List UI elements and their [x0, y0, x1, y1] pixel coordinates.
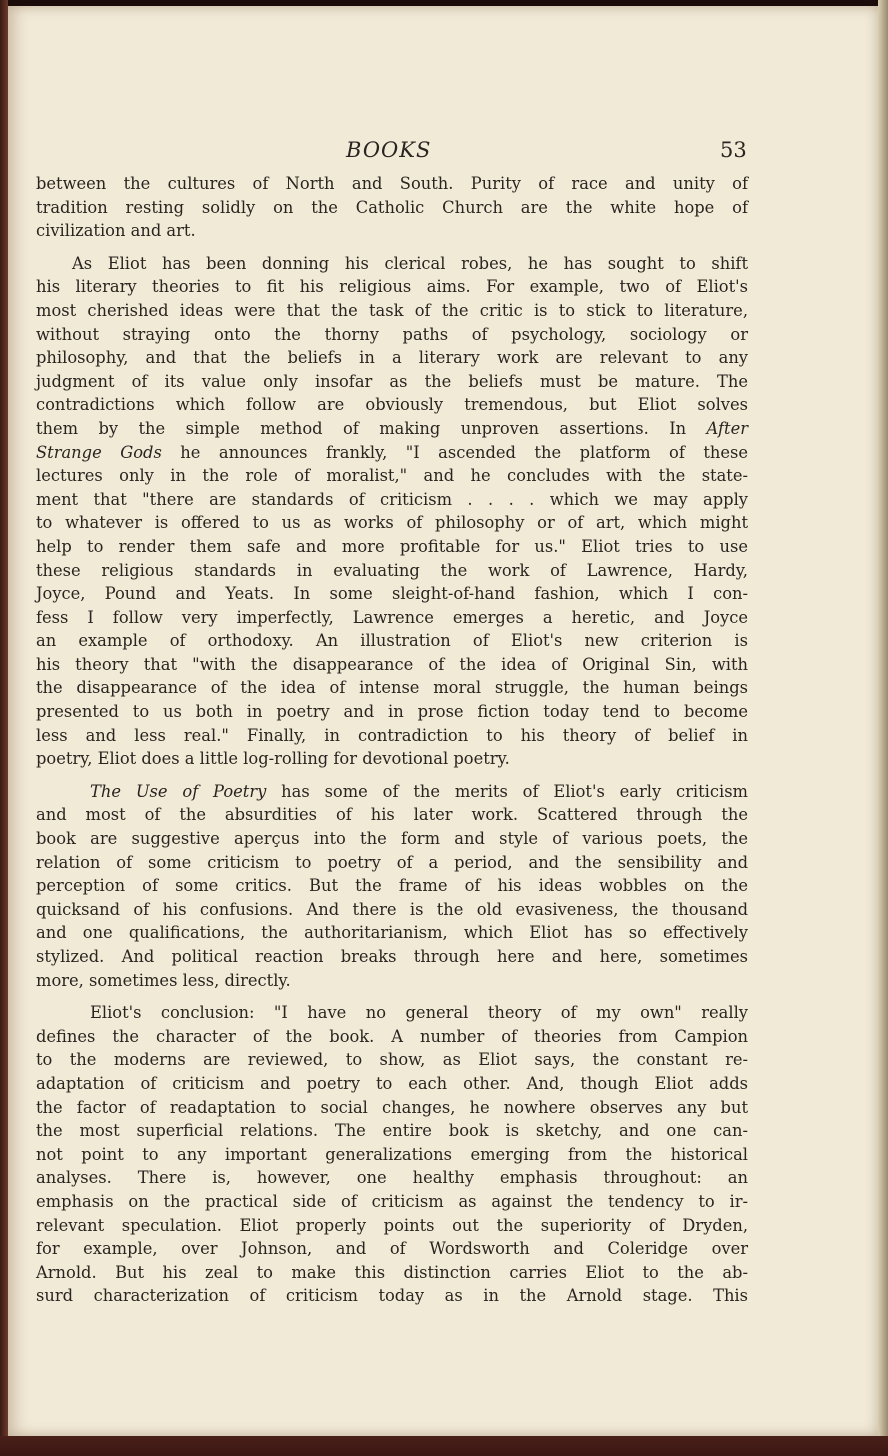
text-line: stylized. And political reaction breaks through here and here, sometimes	[36, 947, 748, 966]
italic-title: Strange Gods	[36, 442, 162, 462]
text-line: more, sometimes less, directly.	[36, 970, 291, 990]
text-line: his theory that "with the disappearance of the idea of Original Sin, with	[36, 654, 748, 674]
text-line: relation of some criticism to poetry of a period, and the sensibility and	[36, 852, 748, 872]
text-line: to whatever is offered to us as works of philosophy or of art, which might	[36, 513, 748, 533]
page-number: 53	[720, 138, 747, 162]
text-line: less and less real." Finally, in contradiction to his theory of belief in	[36, 725, 748, 745]
text-line: philosophy, and that the beliefs in a literary work are relevant to any	[36, 348, 748, 368]
text-line: lectures only in the role of moralist," and he concludes with the state-	[36, 466, 748, 486]
text-line: ment that "there are standards of criticism . . . . which we may apply	[36, 489, 748, 509]
text-line: As Eliot has been donning his clerical robes, he has sought to shift	[72, 253, 748, 273]
text-line: surd characterization of criticism today as in the Arnold stage. This	[36, 1286, 748, 1306]
text-line: adaptation of criticism and poetry to each other. And, though Eliot adds	[36, 1073, 748, 1093]
text-segment: has some of the merits of Eliot's early criticism	[266, 781, 748, 801]
text-line	[36, 780, 748, 804]
text-line: civilization and art.	[36, 221, 196, 241]
text-line: poetry, Eliot does a little log-rolling for devotional poetry.	[36, 749, 510, 769]
text-line: and most of the absurdities of his later work. Scattered through the	[36, 805, 748, 825]
text-line: the most superficial relations. The entire book is sketchy, and one can-	[36, 1121, 748, 1141]
italic-title: The Use of Poetry	[90, 781, 267, 801]
italic-title: After	[706, 418, 748, 438]
text-line: fess I follow very imperfectly, Lawrence emerges a heretic, and Joyce	[36, 607, 748, 627]
text-line: without straying onto the thorny paths of psychology, sociology or	[36, 324, 748, 344]
running-head: BOOKS	[346, 138, 432, 162]
paragraph	[36, 172, 748, 243]
text-segment: he announces frankly, "I ascended the platform of these	[161, 442, 748, 462]
text-line: presented to us both in poetry and in prose fiction today tend to become	[36, 702, 748, 722]
text-line: perception of some critics. But the frame of his ideas wobbles on the	[36, 876, 748, 896]
text-line: quicksand of his confusions. And there is the old evasiveness, the thousand	[36, 899, 748, 919]
text-line: these religious standards in evaluating the work of Lawrence, Hardy,	[36, 560, 748, 580]
text-line: his literary theories to fit his religious aims. For example, two of Eliot's	[36, 277, 748, 297]
text-line: and one qualifications, the authoritarianism, which Eliot has so effectively	[36, 923, 748, 943]
text-line: relevant speculation. Eliot properly points out the superiority of Dryden,	[36, 1215, 748, 1235]
page-fore-edge	[878, 0, 888, 1456]
text-line: analyses. There is, however, one healthy emphasis throughout: an	[36, 1168, 748, 1188]
text-line: an example of orthodoxy. An illustration of Eliot's new criterion is	[36, 631, 748, 651]
text-line: to the moderns are reviewed, to show, as Eliot says, the constant re-	[36, 1050, 748, 1070]
text-line: defines the character of the book. A number of theories from Campion	[36, 1026, 748, 1046]
text-line	[36, 417, 748, 441]
text-line: the disappearance of the idea of intense moral struggle, the human beings	[36, 678, 748, 698]
page-header	[8, 134, 878, 168]
paragraph	[36, 252, 748, 771]
text-line: emphasis on the practical side of criticism as against the tendency to ir-	[36, 1191, 748, 1211]
body-text	[36, 172, 748, 1308]
text-line: the factor of readaptation to social changes, he nowhere observes any but	[36, 1097, 748, 1117]
text-line: judgment of its value only insofar as the beliefs must be mature. The	[36, 371, 748, 391]
text-line: tradition resting solidly on the Catholic Church are the white hope of	[36, 197, 748, 217]
book-page	[8, 6, 878, 1436]
text-line	[36, 441, 748, 465]
text-line: book are suggestive aperçus into the form and style of various poets, the	[36, 829, 748, 849]
text-segment: them by the simple method of making unproven assertions. In	[36, 418, 707, 438]
text-line: Joyce, Pound and Yeats. In some sleight-of-hand fashion, which I con-	[36, 584, 748, 604]
text-line: not point to any important generalizations emerging from the historical	[36, 1144, 748, 1164]
page-bottom-edge	[0, 1436, 888, 1456]
paragraph	[36, 1001, 748, 1308]
text-line: help to render them safe and more profitable for us." Eliot tries to use	[36, 536, 748, 556]
text-line: most cherished ideas were that the task of the critic is to stick to literature,	[36, 300, 748, 320]
paragraph	[36, 780, 748, 992]
text-line: for example, over Johnson, and of Wordsworth and Coleridge over	[36, 1239, 748, 1259]
binding-edge	[0, 0, 8, 1456]
text-line: Eliot's conclusion: "I have no general theory of my own" really	[90, 1003, 748, 1023]
text-line: contradictions which follow are obviously tremendous, but Eliot solves	[36, 395, 748, 415]
text-line: between the cultures of North and South. Purity of race and unity of	[36, 174, 748, 193]
text-line: Arnold. But his zeal to make this distinction carries Eliot to the ab-	[36, 1262, 748, 1282]
